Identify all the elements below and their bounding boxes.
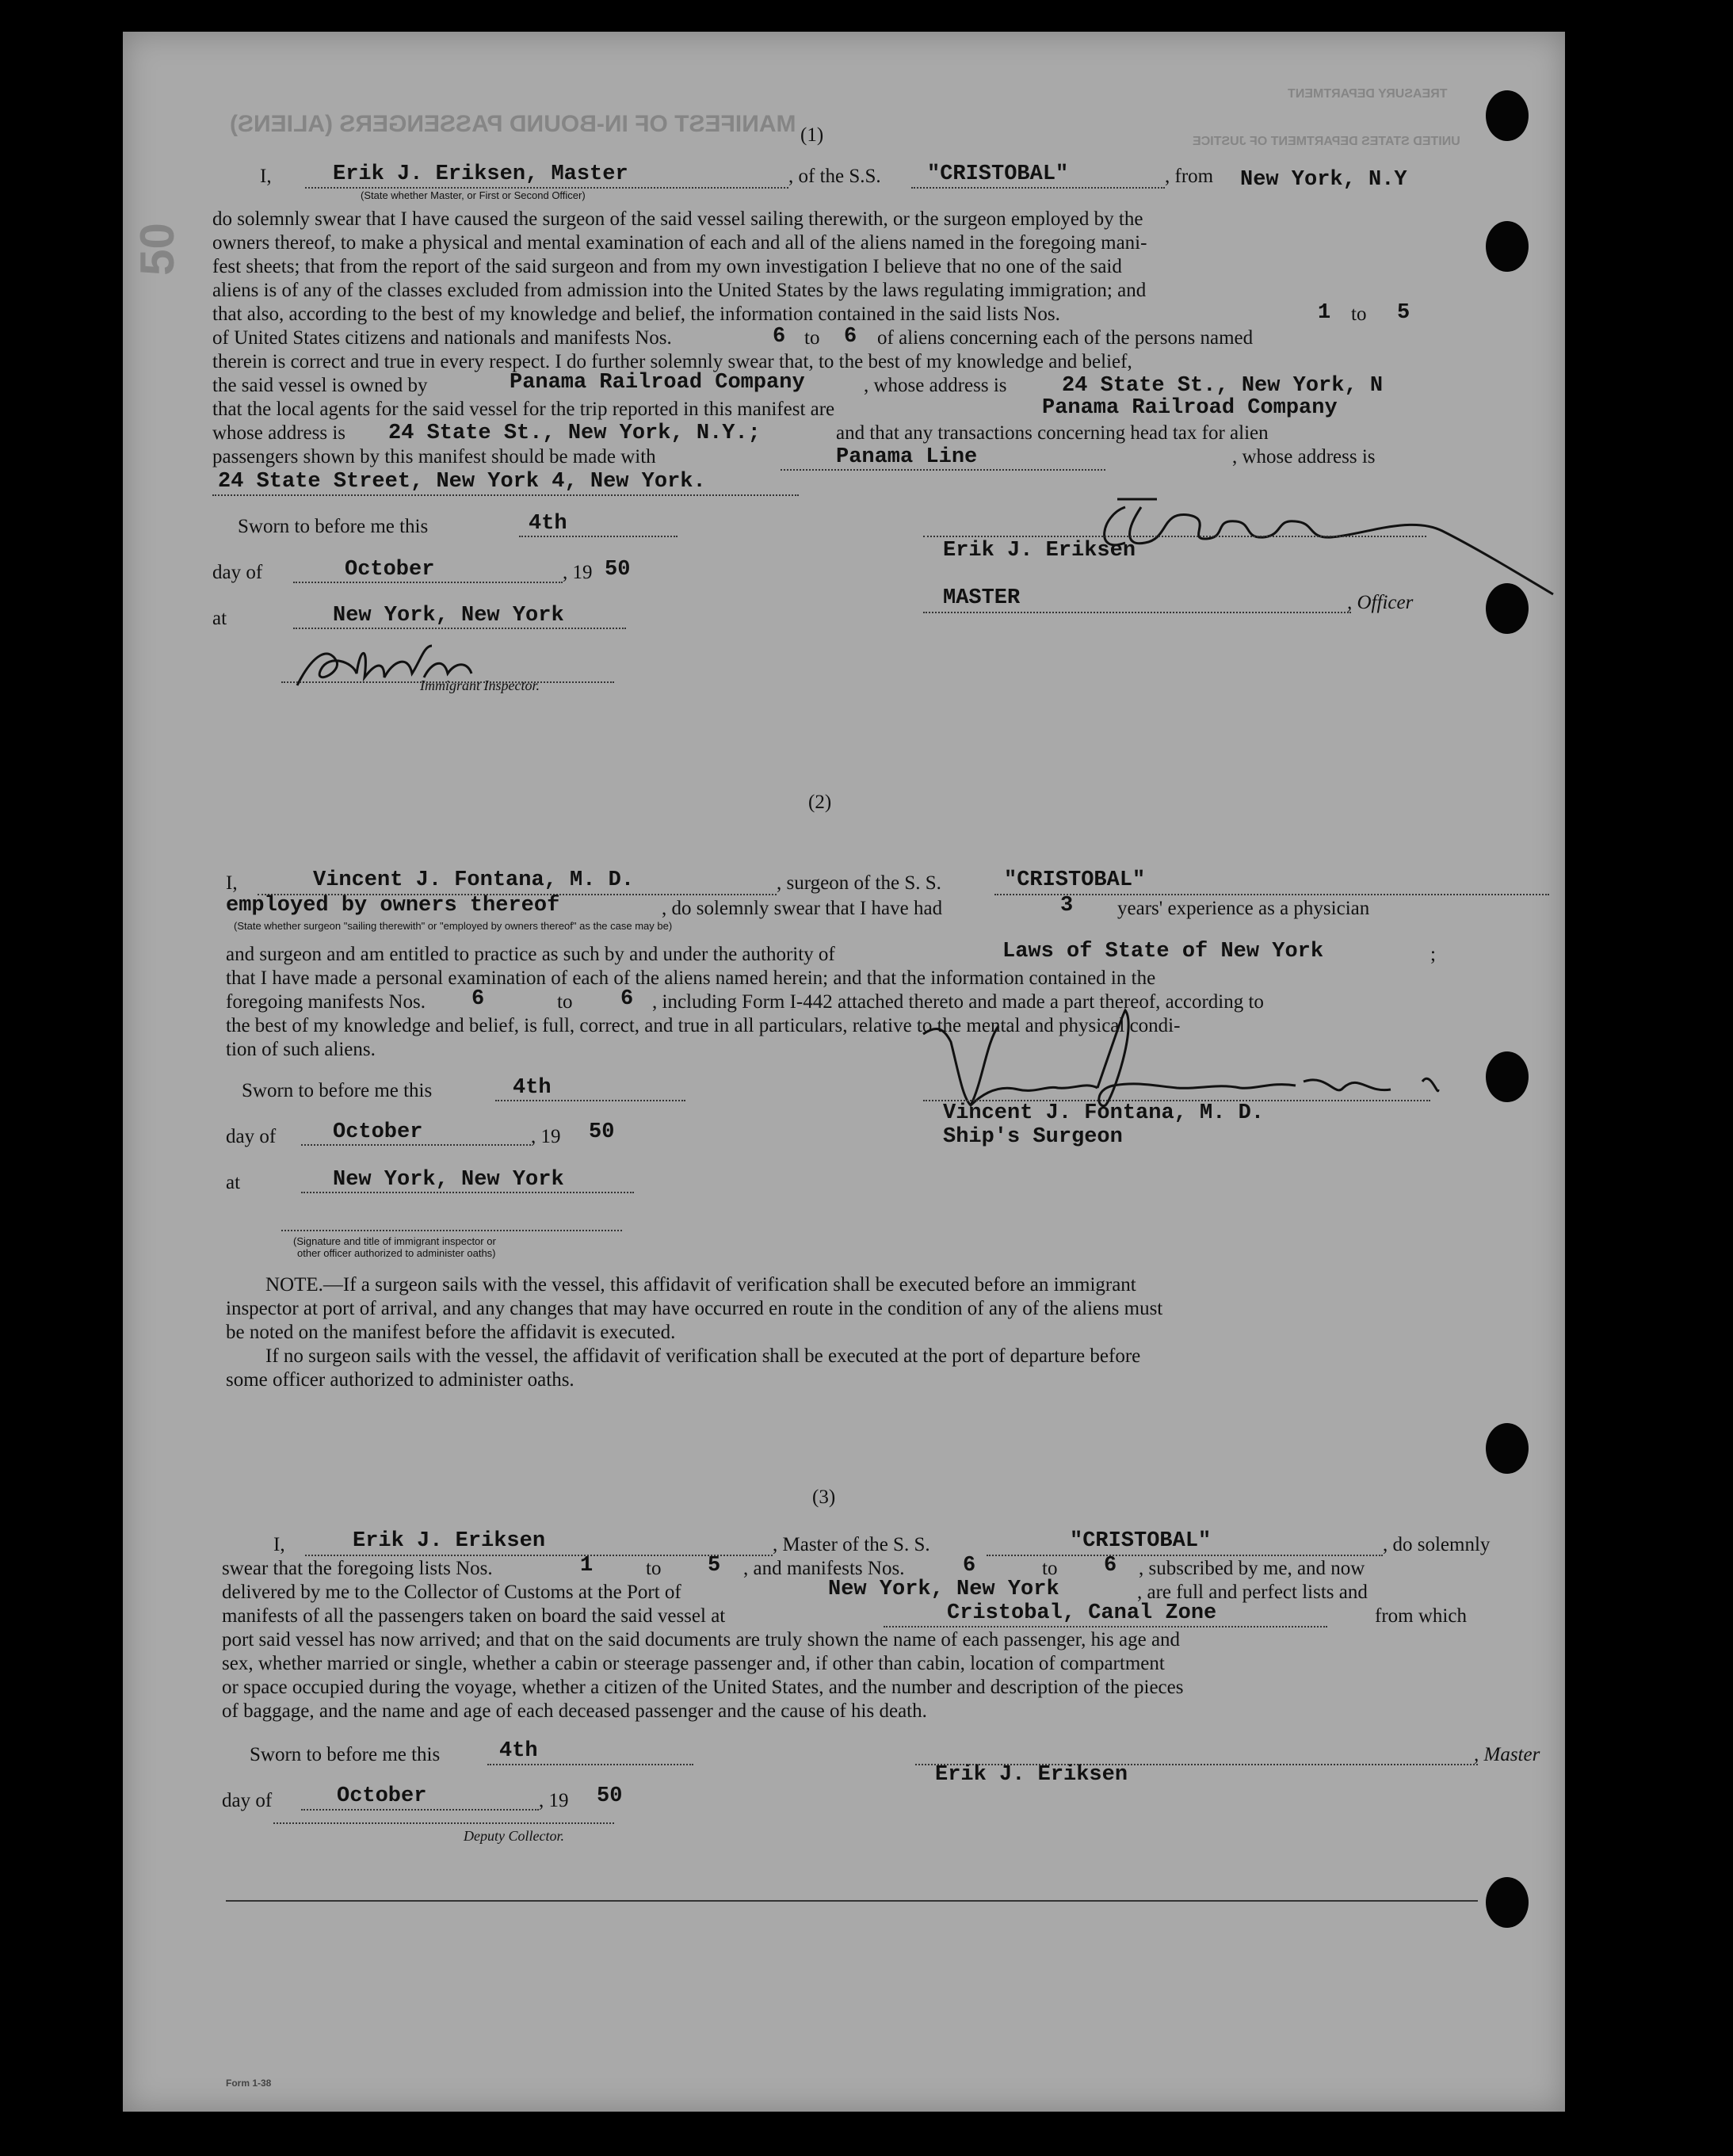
s2-line-5b: , including Form I-442 attached thereto and made a part thereof, according to <box>652 991 1264 1013</box>
s1-sworn-day: 4th <box>529 512 567 536</box>
s2-inspector-note-2: other officer authorized to administer oaths) <box>297 1247 496 1259</box>
s2-year-prefix: , 19 <box>531 1126 561 1147</box>
s1-para-6a: of United States citizens and nationals and manifests Nos. <box>212 327 672 349</box>
s2-dayof: day of <box>226 1126 277 1147</box>
form-number: Form 1-38 <box>226 2078 272 2089</box>
s2-manifest-from: 6 <box>471 987 485 1011</box>
s1-para-10a: whose address is <box>212 422 346 444</box>
s2-line-2a: , do solemnly swear that I have had <box>662 898 943 919</box>
s1-officer-title: MASTER <box>943 586 1021 610</box>
s1-day-rule <box>519 536 678 537</box>
s3-line-3a: delivered by me to the Collector of Customs at the Port of <box>222 1582 681 1603</box>
s3-month-rule <box>301 1809 539 1811</box>
s1-para-4: aliens is of any of the classes excluded from admission into the United States by the laws regulating immigration; and <box>212 280 1147 301</box>
s1-para-1: do solemnly swear that I have caused the surgeon of the said vessel sailing therewith, or the surgeon employed by the <box>212 208 1143 230</box>
s1-year-prefix: , 19 <box>563 562 593 583</box>
s1-manifest-to-word: to <box>804 327 820 349</box>
s1-owner: Panama Railroad Company <box>510 371 805 395</box>
s1-from: , from <box>1165 166 1214 187</box>
s3-line-5: port said vessel has now arrived; and that on the said documents are truly shown the name of each passenger, his age and <box>222 1629 1181 1650</box>
binder-hole <box>1486 90 1529 141</box>
s2-ship-rule <box>994 894 1549 895</box>
s2-surgeon-title: Ship's Surgeon <box>943 1125 1123 1149</box>
s3-line-2a: swear that the foregoing lists Nos. <box>222 1558 493 1579</box>
s3-origin-rule <box>884 1626 1327 1627</box>
s3-port: New York, New York <box>828 1578 1059 1601</box>
s3-i: I, <box>273 1534 285 1555</box>
s3-master-name: Erik J. Eriksen <box>353 1529 546 1553</box>
s1-para-6b: of aliens concerning each of the persons named <box>877 327 1254 349</box>
s3-line-4b: from which <box>1375 1605 1467 1627</box>
s1-para-11a: passengers shown by this manifest should be made with <box>212 446 656 467</box>
s3-list-to: 5 <box>708 1554 721 1578</box>
s1-agents-address: 24 State St., New York, N.Y.; <box>388 422 761 445</box>
s2-employed: employed by owners thereof <box>226 894 560 918</box>
s1-officer-title-rule <box>923 612 1351 613</box>
s2-line-6: the best of my knowledge and belief, is full, correct, and true in all particulars, relative to the mental and physical condi- <box>226 1015 1181 1036</box>
s3-master-of-ship: , Master of the S. S. <box>773 1534 930 1555</box>
s2-to-word: to <box>557 991 573 1013</box>
s1-headtax-payee: Panama Line <box>836 445 978 469</box>
s2-note-5: some officer authorized to administer oaths. <box>226 1369 574 1391</box>
s1-manifest-from: 6 <box>773 325 786 349</box>
s1-officer-name: Erik J. Eriksen <box>943 539 1136 563</box>
s2-manifest-to: 6 <box>620 987 634 1011</box>
s1-sworn: Sworn to before me this <box>238 516 429 537</box>
s1-officer-label: , Officer <box>1347 592 1414 613</box>
s1-headtax-rule <box>781 469 1105 471</box>
s1-headtax-address: 24 State Street, New York 4, New York. <box>218 470 706 494</box>
s2-at: at <box>226 1172 241 1193</box>
s3-manifest-from: 6 <box>963 1554 976 1578</box>
s1-para-2: owners thereof, to make a physical and mental examination of each and all of the aliens named in the foregoing mani- <box>212 232 1147 254</box>
s3-line-2c: , subscribed by me, and now <box>1139 1558 1365 1579</box>
s3-day-rule <box>487 1764 693 1765</box>
s3-ship-name: "CRISTOBAL" <box>1070 1529 1212 1553</box>
section-3-heading: (3) <box>812 1486 836 1508</box>
s3-dayof: day of <box>222 1790 273 1811</box>
s2-sworn: Sworn to before me this <box>242 1080 433 1101</box>
s1-owner-address: 24 State St., New York, N <box>1062 374 1384 398</box>
s1-list-from: 1 <box>1318 301 1331 325</box>
s1-para-3: fest sheets; that from the report of the said surgeon and from my own investigation I believe that no one of the said <box>212 256 1122 277</box>
s1-list-to: 5 <box>1397 301 1410 325</box>
s3-line-8: of baggage, and the name and age of each deceased passenger and the cause of his death. <box>222 1700 927 1722</box>
s3-origin: Cristobal, Canal Zone <box>947 1601 1217 1625</box>
s2-day-rule <box>495 1100 685 1101</box>
bleed-through-justice: UNITED STATES DEPARTMENT OF JUSTICE <box>1193 135 1460 148</box>
section-2-heading: (2) <box>808 792 832 813</box>
s2-month-rule <box>301 1144 531 1146</box>
s3-year: 50 <box>597 1784 623 1808</box>
s3-master-typed: Erik J. Eriksen <box>935 1763 1128 1787</box>
s2-note-1: NOTE.—If a surgeon sails with the vessel, this affidavit of verification shall be executed before an immigrant <box>265 1274 1136 1296</box>
s2-i: I, <box>226 872 238 894</box>
s3-line-6: sex, whether married or single, whether a cabin or steerage passenger and, if other than cabin, location of compartment <box>222 1653 1165 1674</box>
s2-surgeon-name: Vincent J. Fontana, M. D. <box>313 868 635 892</box>
s1-master-subcaption: (State whether Master, or First or Second Officer) <box>361 189 586 201</box>
s2-inspector-note-1: (Signature and title of immigrant inspector or <box>293 1235 496 1247</box>
s1-headtax-addr-rule <box>212 494 799 496</box>
s1-master-rule <box>305 187 788 189</box>
s2-inspector-rule <box>281 1230 622 1231</box>
bleed-through-title: MANIFEST OF IN-BOUND PASSENGERS (ALIENS) <box>230 111 796 137</box>
binder-hole <box>1486 221 1529 272</box>
s2-years: 3 <box>1060 894 1074 918</box>
s3-to-word-1: to <box>646 1558 662 1579</box>
surgeon-signature <box>915 994 1549 1113</box>
s3-line-2b: , and manifests Nos. <box>743 1558 905 1579</box>
page-bottom-rule <box>226 1900 1478 1902</box>
s1-place-rule <box>293 628 626 629</box>
s1-at: at <box>212 608 227 629</box>
s3-ship-rule <box>987 1555 1383 1556</box>
s1-dayof: day of <box>212 562 263 583</box>
s3-sworn: Sworn to before me this <box>250 1744 441 1765</box>
s2-line-3a: and surgeon and am entitled to practice as such by and under the authority of <box>226 944 835 965</box>
s2-line-3b: ; <box>1430 944 1436 965</box>
s1-ship-rule <box>911 187 1165 189</box>
s3-to-word-2: to <box>1042 1558 1058 1579</box>
s1-para-11b: , whose address is <box>1232 446 1376 467</box>
binder-hole <box>1486 1423 1529 1474</box>
s2-authority: Laws of State of New York <box>1002 940 1324 964</box>
s2-place-rule <box>301 1192 634 1193</box>
s2-ship-name: "CRISTOBAL" <box>1004 868 1146 892</box>
binder-hole <box>1486 1051 1529 1102</box>
s2-surgeon-typed: Vincent J. Fontana, M. D. <box>943 1101 1265 1125</box>
s2-year: 50 <box>589 1120 615 1144</box>
s3-master-label: , Master <box>1474 1744 1540 1765</box>
s3-master-rule <box>305 1555 773 1556</box>
s1-of-ship: , of the S.S. <box>788 166 881 187</box>
s1-i: I, <box>260 166 272 187</box>
s2-note-2: inspector at port of arrival, and any changes that may have occurred en route in the condition of any of the aliens must <box>226 1298 1163 1319</box>
section-1-heading: (1) <box>800 124 824 146</box>
s1-agents: Panama Railroad Company <box>1042 396 1338 420</box>
s3-sworn-day: 4th <box>499 1739 538 1763</box>
s3-manifest-to: 6 <box>1104 1554 1117 1578</box>
s1-month-rule <box>293 582 563 583</box>
s2-line-5a: foregoing manifests Nos. <box>226 991 426 1013</box>
document-page <box>123 32 1565 2112</box>
s1-para-10b: and that any transactions concerning head tax for alien <box>836 422 1269 444</box>
s3-line-4a: manifests of all the passengers taken on board the said vessel at <box>222 1605 726 1627</box>
s3-year-prefix: , 19 <box>539 1790 569 1811</box>
s1-place: New York, New York <box>333 604 564 628</box>
s2-surgeon-of-ship: , surgeon of the S. S. <box>777 872 941 894</box>
binder-hole <box>1486 1877 1529 1928</box>
s3-month: October <box>337 1784 427 1808</box>
s1-ship-name: "CRISTOBAL" <box>927 162 1069 186</box>
s1-list-to-word: to <box>1351 303 1367 325</box>
s2-note-4: If no surgeon sails with the vessel, the affidavit of verification shall be executed at the port of departure before <box>265 1345 1141 1367</box>
bleed-through-dept: TREASURY DEPARTMENT <box>1288 87 1448 101</box>
s1-para-5: that also, according to the best of my knowledge and belief, the information contained in the said lists Nos. <box>212 303 1060 325</box>
s2-line-4: that I have made a personal examination of each of the aliens named herein; and that the information contained in the <box>226 967 1156 989</box>
s2-month: October <box>333 1120 423 1144</box>
s1-master-name: Erik J. Eriksen, Master <box>333 162 628 186</box>
s3-line-7: or space occupied during the voyage, whether a citizen of the United States, and the number and description of the pieces <box>222 1677 1184 1698</box>
binder-hole <box>1486 583 1529 634</box>
s3-collector-label: Deputy Collector. <box>464 1828 564 1844</box>
s2-line-7: tion of such aliens. <box>226 1039 376 1060</box>
s1-from-port: New York, N.Y <box>1240 168 1407 192</box>
s2-sworn-day: 4th <box>513 1076 552 1100</box>
s1-inspector-label: Immigrant Inspector. <box>420 677 540 693</box>
s2-line-2b: years' experience as a physician <box>1117 898 1370 919</box>
s1-month: October <box>345 558 435 582</box>
s1-para-8a: the said vessel is owned by <box>212 375 428 396</box>
s1-year: 50 <box>605 558 631 582</box>
s3-list-from: 1 <box>580 1554 594 1578</box>
s2-employed-subcaption: (State whether surgeon "sailing therewith" or "employed by owners thereof" as the case may be) <box>234 920 673 932</box>
s3-line-3b: , are full and perfect lists and <box>1137 1582 1368 1603</box>
s1-para-7: therein is correct and true in every respect. I do further solemnly swear that, to the best of my knowledge and belief, <box>212 351 1132 372</box>
s1-para-8b: , whose address is <box>864 375 1007 396</box>
s2-note-3: be noted on the manifest before the affidavit is executed. <box>226 1322 676 1343</box>
s2-place: New York, New York <box>333 1168 564 1192</box>
s3-line-1c: , do solemnly <box>1383 1534 1491 1555</box>
s1-manifest-to: 6 <box>844 325 857 349</box>
s1-officer-sig-rule <box>923 536 1426 537</box>
s1-para-9a: that the local agents for the said vessel for the trip reported in this manifest are <box>212 399 835 420</box>
bleed-through-page-number: 50 <box>130 223 184 276</box>
